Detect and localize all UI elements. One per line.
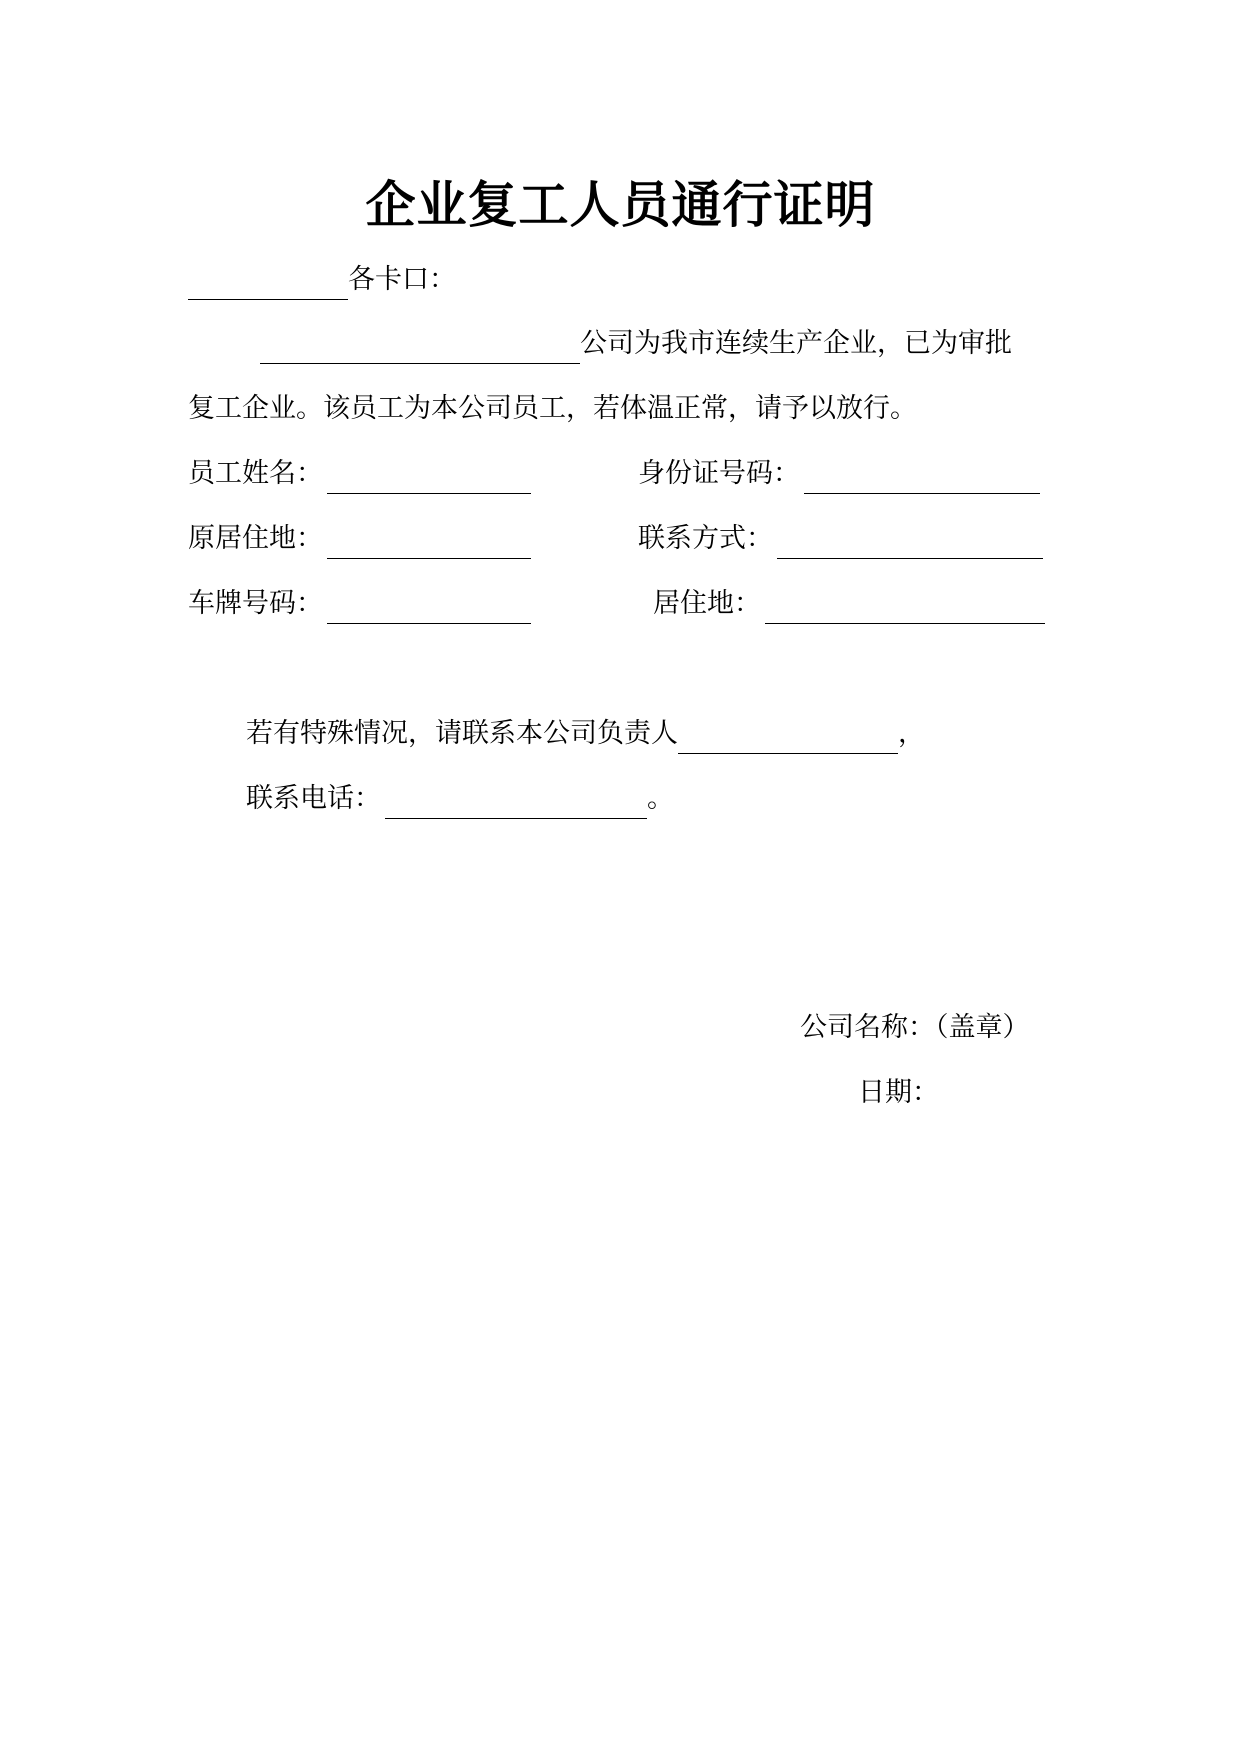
contact-blank[interactable] bbox=[777, 528, 1043, 559]
id-number-blank[interactable] bbox=[804, 463, 1040, 494]
company-name-blank[interactable] bbox=[260, 333, 580, 364]
origin-address-blank[interactable] bbox=[327, 528, 531, 559]
special-contact-line bbox=[246, 714, 925, 754]
id-number-field bbox=[638, 454, 1040, 494]
document-title: 企业复工人员通行证明 bbox=[365, 176, 876, 234]
checkpoint-blank[interactable] bbox=[188, 269, 348, 300]
body-line-2: 复工企业。该员工为本公司员工，若体温正常，请予以放行。 bbox=[188, 393, 917, 424]
salutation-text: 各卡口： bbox=[348, 264, 456, 295]
responsible-person-blank[interactable] bbox=[678, 723, 898, 754]
special-line-end: ， bbox=[898, 718, 925, 749]
plate-number-label: 车牌号码： bbox=[188, 588, 323, 619]
residence-blank[interactable] bbox=[765, 593, 1045, 624]
phone-end: 。 bbox=[647, 783, 674, 814]
contact-label: 联系方式： bbox=[638, 523, 773, 554]
plate-number-blank[interactable] bbox=[327, 593, 531, 624]
phone-line bbox=[246, 779, 674, 819]
residence-field bbox=[653, 584, 1045, 624]
date-label: 日期： bbox=[858, 1077, 939, 1108]
contact-field bbox=[638, 519, 1043, 559]
phone-label: 联系电话： bbox=[246, 783, 381, 814]
body-line-1 bbox=[260, 324, 1012, 364]
residence-label: 居住地： bbox=[653, 588, 761, 619]
employee-name-label: 员工姓名： bbox=[188, 458, 323, 489]
origin-address-label: 原居住地： bbox=[188, 523, 323, 554]
phone-blank[interactable] bbox=[385, 788, 647, 819]
id-number-label: 身份证号码： bbox=[638, 458, 800, 489]
plate-number-field bbox=[188, 584, 531, 624]
employee-name-field bbox=[188, 454, 531, 494]
origin-address-field bbox=[188, 519, 531, 559]
special-contact-text: 若有特殊情况，请联系本公司负责人 bbox=[246, 718, 678, 749]
employee-name-blank[interactable] bbox=[327, 463, 531, 494]
body-line-1-text: 公司为我市连续生产企业，已为审批 bbox=[580, 328, 1012, 359]
salutation-line bbox=[188, 260, 456, 300]
company-seal-label: 公司名称：（盖章） bbox=[800, 1012, 1030, 1043]
